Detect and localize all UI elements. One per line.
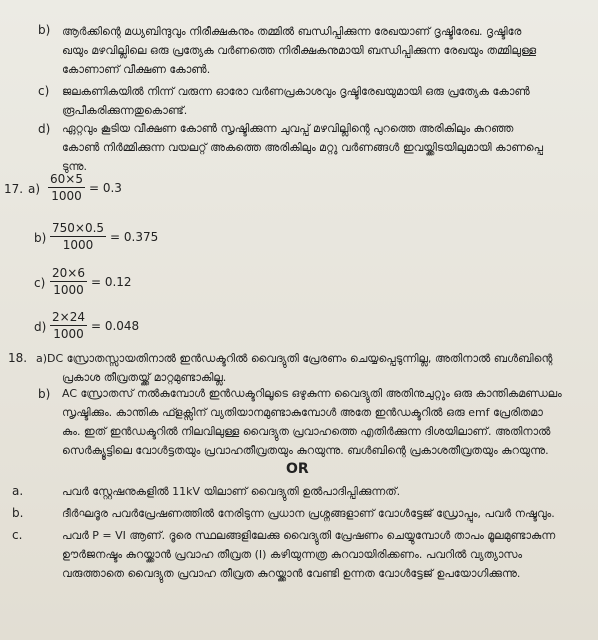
alt-c-text: പവർ P = VI ആണ്. ദൂരെ സ്ഥലങ്ങളിലേക്കു വൈദ്യുതി പ്രേഷണം ചെയ്യുമ്പോൾ താപം മൂലമുണ്ടാകുന്ന ഊർജനഷ്ടം കുറയ്ക്കാൻ പ്രവാഹ തീവ്രത (I) കഴിയുന്നത്ര കുറവായിരിക്കണം. പവറിൽ വ്യത്യാസം വരുത്താതെ വൈദ്യുത പ്രവാഹ തീവ്രത കുറയ്ക്കാൻ വേണ്ടി ഉന്നത വോൾട്ടേജ് ഉപയോഗിക്കുന്നു.	[62, 529, 556, 580]
q17-d-equation: $\frac{2\times 24}{1000}$ = 0.048	[52, 310, 140, 341]
q18-b-label: b)	[38, 387, 51, 401]
or-separator: OR	[286, 461, 309, 477]
alt-b-text: ദീർഘദൂര പവർപ്രേഷണത്തിൽ നേരിടുന്ന പ്രധാന പ്രശ്നങ്ങളാണ് വോൾട്ടേജ് ഡ്രോപ്പും, പവർ നഷ്ടവും.	[62, 507, 555, 520]
q16-c-label: c)	[38, 84, 50, 98]
q18-number: 18.	[8, 351, 28, 365]
q17-a-equation: $\frac{60\times 5}{1000}$ = 0.3	[50, 172, 122, 203]
q16-b-text: ആർക്കിന്റെ മധ്യബിന്ദുവും നിരീക്ഷകനും തമ്മിൽ ബന്ധിപ്പിക്കുന്ന രേഖയാണ് ദൃഷ്ടിരേഖ. ദൃഷ്ടിരേ ഖയും മഴവില്ലിലെ ഒരു പ്രത്യേക വർണത്തെ നിരീക്ഷകനുമായി ബന്ധിപ്പിക്കുന്ന രേഖയും തമ്മിലുള്ള കോണാണ് വീക്ഷണ കോൺ.	[62, 25, 537, 76]
q17-a-label: a)	[28, 182, 41, 196]
q16-c-text: ജലകണികയിൽ നിന്ന് വരുന്ന ഓരോ വർണപ്രകാശവും ദൃഷ്ടിരേഖയുമായി ഒരു പ്രത്യേക കോൺ രൂപീകരിക്കുന്നതുകൊണ്ട്.	[62, 85, 530, 117]
alt-c-label: c.	[12, 528, 23, 542]
alt-b-label: b.	[12, 506, 24, 520]
q17-d-label: d)	[34, 320, 47, 334]
q17-number: 17.	[4, 182, 24, 196]
q16-d-label: d)	[38, 122, 51, 136]
q18-b-text: AC സ്രോതസ് നൽകുമ്പോൾ ഇൻഡക്ടറിലൂടെ ഒഴുകുന്ന വൈദ്യുതി അതിനുചുറ്റും ഒരു കാന്തികമണ്ഡലം സൃഷ്ടിക്കും. കാന്തിക ഫ്ളക്സിന് വ്യതിയാനമുണ്ടാകുമ്പോൾ അതേ ഇൻഡക്ടറിൽ ഒരു emf പ്രേരിതമാ കും. ഇത് ഇൻഡക്ടറിൽ നിലവിലുള്ള വൈദ്യുത പ്രവാഹത്തെ എതിർക്കുന്ന ദിശയിലാണ്. അതിനാൽ സെർക്യൂട്ടിലെ വോൾട്ടതയും പ്രവാഹതീവ്രതയും കുറയുന്നു. ബൾബിന്റെ പ്രകാശതീവ്രതയും കുറയുന്നു.	[62, 387, 562, 457]
q17-b-label: b)	[34, 231, 47, 245]
alt-a-text: പവർ സ്റ്റേഷനുകളിൽ 11kV യിലാണ് വൈദ്യുതി ഉൽപാദിപ്പിക്കുന്നത്.	[62, 485, 401, 498]
q17-c-label: c)	[34, 276, 46, 290]
q16-d-text: ഏറ്റവും കൂടിയ വീക്ഷണ കോൺ സൃഷ്ടിക്കുന്ന ചുവപ്പ് മഴവില്ലിന്റെ പുറത്തെ അരികിലും കുറഞ്ഞ കോൺ നിർമ്മിക്കുന്ന വയലറ്റ് അകത്തെ അരികിലും മറ്റു വർണങ്ങൾ ഇവയ്ക്കിടയിലുമായി കാണപ്പെ ടുന്നു.	[62, 122, 544, 173]
alt-a-label: a.	[12, 484, 24, 498]
q17-b-equation: $\frac{750\times 0.5}{1000}$ = 0.375	[52, 221, 159, 252]
q16-b-label: b)	[38, 23, 51, 37]
q18-a-text: a)DC സ്രോതസ്സായതിനാൽ ഇൻഡക്ടറിൽ വൈദ്യുതി പ്രേരണം ചെയ്യപ്പെടുന്നില്ല, അതിനാൽ ബൾബിന്റെ പ്രകാശ തീവ്രതയ്ക്ക് മാറ്റമുണ്ടാകില്ല.	[36, 352, 553, 384]
q17-c-equation: $\frac{20\times 6}{1000}$ = 0.12	[52, 266, 132, 297]
